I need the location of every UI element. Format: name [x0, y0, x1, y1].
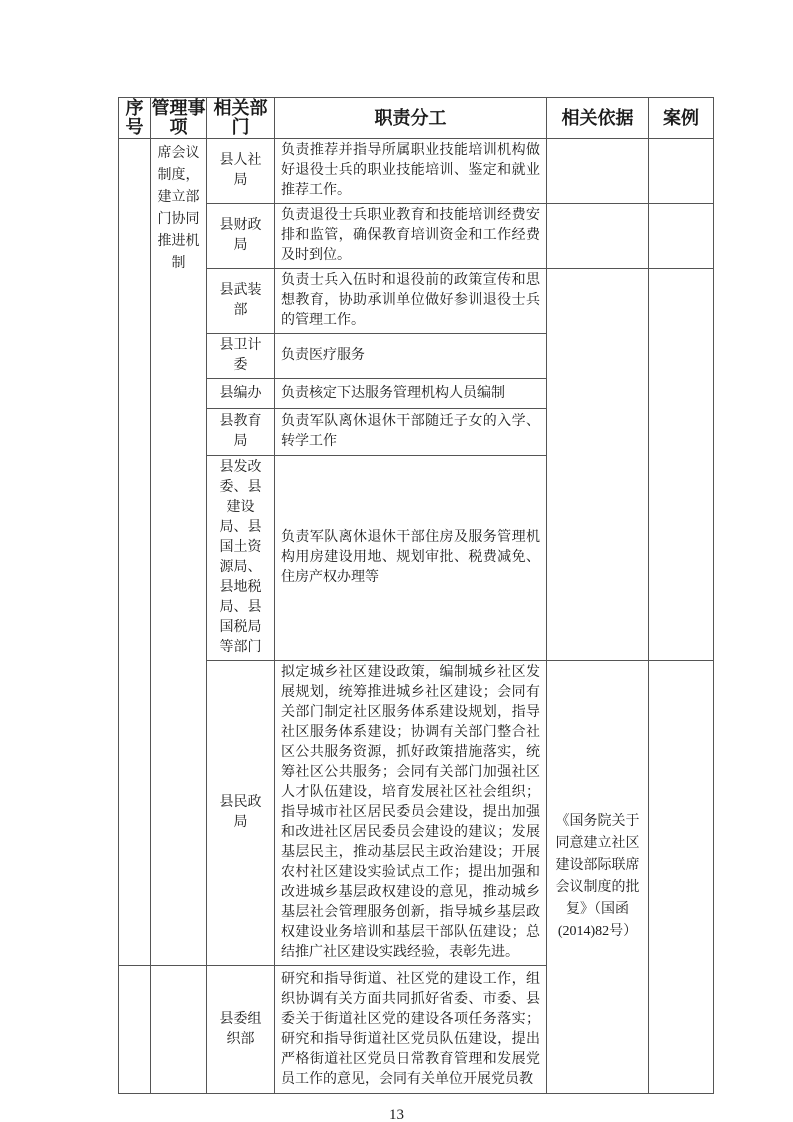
page-number: 13	[389, 1107, 404, 1122]
management-item-cell	[151, 966, 207, 1094]
dept-cell: 县发改委、县建设局、县国土资源局、县地税局、县国税局等部门	[207, 456, 275, 661]
table-row	[119, 661, 714, 966]
table-row	[119, 139, 714, 204]
duty-cell: 负责核定下达服务管理机构人员编制	[275, 379, 547, 409]
duty-cell: 研究和指导街道、社区党的建设工作，组织协调有关方面共同抓好省委、市委、县委关于街道社区党的建设各项任务落实；研究和指导街道社区党员队伍建设，提出严格街道社区党员日常教育管理和发展党员工作的意见，会同有关单位开展党员教	[275, 966, 547, 1094]
duty-cell: 拟定城乡社区建设政策，编制城乡社区发展规划，统筹推进城乡社区建设；会同有关部门制定社区服务体系建设规划，指导社区服务体系建设；协调有关部门整合社区公共服务资源，抓好政策措施落实，统筹社区公共服务；会同有关部门加强社区人才队伍建设，培育发展社区社会组织；指导城市社区居民委员会建设，提出加强和改进社区居民委员会建设的建议；发展基层民主，推动基层民主政治建设；开展农村社区建设实验试点工作；提出加强和改进城乡基层政权建设的意见，推动城乡基层社会管理服务创新，指导城乡基层政权建设业务培训和基层干部队伍建设；总结推广社区建设实践经验，表彰先进。	[275, 661, 547, 966]
management-item-cell: 席会议制度，建立部门协同推进机制	[151, 139, 207, 966]
header-management-item: 管理事项	[151, 98, 206, 137]
basis-cell	[547, 139, 649, 204]
header-related-department: 相关部门	[207, 98, 275, 139]
dept-cell: 县人社局	[207, 139, 275, 204]
serial-cell	[119, 139, 151, 966]
duty-cell: 负责军队离休退休干部住房及服务管理机构用房建设用地、规划审批、税费减免、住房产权办理等	[275, 456, 547, 661]
dept-cell: 县编办	[207, 379, 275, 409]
serial-cell	[119, 966, 151, 1094]
duty-cell: 负责推荐并指导所属职业技能培训机构做好退役士兵的职业技能培训、鉴定和就业推荐工作。	[275, 139, 547, 204]
case-cell	[649, 139, 714, 204]
duty-cell: 负责退役士兵职业教育和技能培训经费安排和监管，确保教育培训资金和工作经费及时到位。	[275, 204, 547, 269]
dept-cell: 县委组织部	[207, 966, 275, 1094]
table-row	[119, 204, 714, 269]
header-duty-division: 职责分工	[275, 98, 547, 139]
duty-cell: 负责士兵入伍时和退役前的政策宣传和思想教育，协助承训单位做好参训退役士兵的管理工作。	[275, 269, 547, 334]
dept-cell: 县财政局	[207, 204, 275, 269]
case-cell	[649, 661, 714, 1094]
header-case: 案例	[649, 98, 714, 139]
header-serial: 序号	[119, 98, 151, 139]
basis-cell: 《国务院关于同意建立社区建设部际联席会议制度的批复》（国函(2014)82号）	[547, 661, 649, 1094]
basis-cell	[547, 269, 649, 661]
dept-cell: 县民政局	[207, 661, 275, 966]
basis-cell	[547, 204, 649, 269]
table-header-row	[119, 98, 714, 139]
header-related-basis: 相关依据	[547, 98, 649, 139]
case-cell	[649, 269, 714, 661]
case-cell	[649, 204, 714, 269]
duty-cell: 负责军队离休退休干部随迁子女的入学、转学工作	[275, 409, 547, 456]
dept-cell: 县武装部	[207, 269, 275, 334]
duty-cell: 负责医疗服务	[275, 334, 547, 379]
table-row	[119, 269, 714, 334]
responsibility-table	[118, 97, 714, 1094]
dept-cell: 县卫计委	[207, 334, 275, 379]
dept-cell: 县教育局	[207, 409, 275, 456]
